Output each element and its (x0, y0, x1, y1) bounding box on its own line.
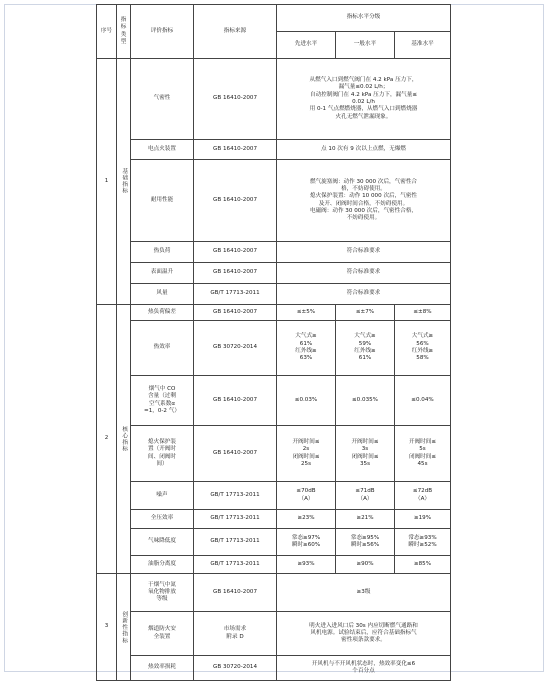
header-level-baseline: 基准水平 (395, 32, 451, 59)
source-cell: GB/T 17713-2011 (194, 510, 277, 529)
item-nox-emission-grade: 干烟气中氮 氧化物排放 等级 (131, 574, 194, 612)
value-baseline: 常态≥93% 瞬时≥52% (395, 529, 451, 556)
group-1-type: 基础指标 (117, 59, 131, 305)
efficiency-loss-requirement: 开风机与不开风机状态时，热效率变化≤6 个百分点 (277, 656, 451, 681)
table-row (97, 305, 451, 321)
table-row (97, 556, 451, 574)
surface-temp-requirement: 符合标准要求 (277, 263, 451, 284)
item-durability: 耐用性能 (131, 160, 194, 242)
table-row (97, 263, 451, 284)
table-row (97, 242, 451, 263)
value-advanced: ≤0.03% (277, 376, 336, 426)
header-level-general: 一般水平 (336, 32, 395, 59)
item-electric-ignition: 电点火装置 (131, 140, 194, 160)
item-flue-fire-safety-device: 烟道防火安 全装置 (131, 612, 194, 656)
table-row (97, 510, 451, 529)
header-item: 评价指标 (131, 5, 194, 59)
source-cell: GB/T 17713-2011 (194, 529, 277, 556)
value-advanced: ≥93% (277, 556, 336, 574)
value-general: ≤±7% (336, 305, 395, 321)
value-advanced: 大气式≥ 61% 红外线≥ 63% (277, 321, 336, 376)
item-noise: 噪声 (131, 482, 194, 510)
header-level: 指标水平分级 (277, 5, 451, 32)
airtightness-requirement: 从燃气入口到燃气阀门在 4.2 kPa 压力下， 漏气量≤0.02 L/h； 自动控制阀门在 4.2 kPa 压力下，漏气量≤ 0.02 L/h 用 0-1 气点燃燃烧器，从燃气入口到燃烧器 火孔无燃气泄漏现象。 (277, 59, 451, 140)
group-3-no: 3 (97, 574, 117, 681)
item-total-pressure-efficiency: 全压效率 (131, 510, 194, 529)
group-3-type: 创新性指标 (117, 574, 131, 681)
durability-requirement: 燃气旋塞阀：动作 30 000 次后，气密性合 格，不妨碍使用。 熄火保护装置：动作 10 000 次后，气密性 及开、闭阀时间合格，不妨碍使用。 电磁阀：动作 30 000 次后，气密性合格， 不妨碍使用。 (277, 160, 451, 242)
value-baseline: 大气式≥ 56% 红外线≥ 58% (395, 321, 451, 376)
value-general: ≥90% (336, 556, 395, 574)
value-general: 常态≥95% 瞬时≥56% (336, 529, 395, 556)
item-heat-load: 热负荷 (131, 242, 194, 263)
table-row (97, 160, 451, 242)
source-cell: GB 16410-2007 (194, 305, 277, 321)
table-row (97, 482, 451, 510)
value-advanced: ≥23% (277, 510, 336, 529)
value-general: ≤0.035% (336, 376, 395, 426)
table-row (97, 426, 451, 482)
nox-requirement: ≥3级 (277, 574, 451, 612)
air-volume-requirement: 符合标准要求 (277, 284, 451, 305)
evaluation-indicator-table (96, 4, 451, 681)
header-row-1 (97, 5, 451, 32)
item-thermal-efficiency-loss: 热效率损耗 (131, 656, 194, 681)
table-row (97, 574, 451, 612)
header-type: 指标类型 (117, 5, 131, 59)
table-row (97, 321, 451, 376)
item-thermal-efficiency: 热效率 (131, 321, 194, 376)
source-cell: GB 16410-2007 (194, 263, 277, 284)
value-baseline: ≤72dB （A） (395, 482, 451, 510)
table-row (97, 612, 451, 656)
item-air-volume: 风量 (131, 284, 194, 305)
source-cell: GB 30720-2014 (194, 321, 277, 376)
table-row (97, 376, 451, 426)
value-advanced: 开阀时间≤ 2s 闭阀时间≤ 25s (277, 426, 336, 482)
heat-load-requirement: 符合标准要求 (277, 242, 451, 263)
item-surface-temp-rise: 表面温升 (131, 263, 194, 284)
source-cell: GB 16410-2007 (194, 376, 277, 426)
item-airtightness: 气密性 (131, 59, 194, 140)
source-cell: GB 16410-2007 (194, 574, 277, 612)
source-cell: GB/T 17713-2011 (194, 284, 277, 305)
header-source: 指标来源 (194, 5, 277, 59)
table-row (97, 140, 451, 160)
source-cell: GB/T 17713-2011 (194, 482, 277, 510)
item-co-content: 烟气中 CO 含量（过剩 空气系数α =1，0-2 气） (131, 376, 194, 426)
table-row (97, 59, 451, 140)
source-cell: GB 16410-2007 (194, 426, 277, 482)
item-odor-reduction: 气味降低度 (131, 529, 194, 556)
item-heat-load-deviation: 热负荷偏差 (131, 305, 194, 321)
header-level-advanced: 先进水平 (277, 32, 336, 59)
table-row (97, 284, 451, 305)
source-cell: GB 30720-2014 (194, 656, 277, 681)
source-cell: GB 16410-2007 (194, 242, 277, 263)
group-2-type: 核心指标 (117, 305, 131, 574)
value-baseline: ≥85% (395, 556, 451, 574)
item-flame-failure-device: 熄火保护装 置（开阀时 间、闭阀时 间） (131, 426, 194, 482)
flue-fire-requirement: 明火进入进风口后 30s 内应切断燃气通路和 风机电源。试验结束后，应符合基础指标气 密性项条款要求。 (277, 612, 451, 656)
group-1-no: 1 (97, 59, 117, 305)
ignition-requirement: 点 10 次有 9 次以上点燃，无爆燃 (277, 140, 451, 160)
value-general: ≤71dB （A） (336, 482, 395, 510)
group-2-no: 2 (97, 305, 117, 574)
value-general: 开阀时间≤ 3s 闭阀时间≤ 35s (336, 426, 395, 482)
value-advanced: ≤±5% (277, 305, 336, 321)
item-grease-separation: 油脂分离度 (131, 556, 194, 574)
value-general: ≥21% (336, 510, 395, 529)
value-baseline: ≤±8% (395, 305, 451, 321)
value-baseline: 开阀时间≤ 5s 闭阀时间≤ 45s (395, 426, 451, 482)
value-general: 大气式≥ 59% 红外线≥ 61% (336, 321, 395, 376)
source-cell: GB/T 17713-2011 (194, 556, 277, 574)
value-baseline: ≤0.04% (395, 376, 451, 426)
value-advanced: ≤70dB （A） (277, 482, 336, 510)
value-baseline: ≥19% (395, 510, 451, 529)
header-no: 序号 (97, 5, 117, 59)
source-cell: GB 16410-2007 (194, 140, 277, 160)
table-row (97, 529, 451, 556)
source-cell: 市场需求 附录 D (194, 612, 277, 656)
source-cell: GB 16410-2007 (194, 160, 277, 242)
source-cell: GB 16410-2007 (194, 59, 277, 140)
value-advanced: 常态≥97% 瞬时≥60% (277, 529, 336, 556)
